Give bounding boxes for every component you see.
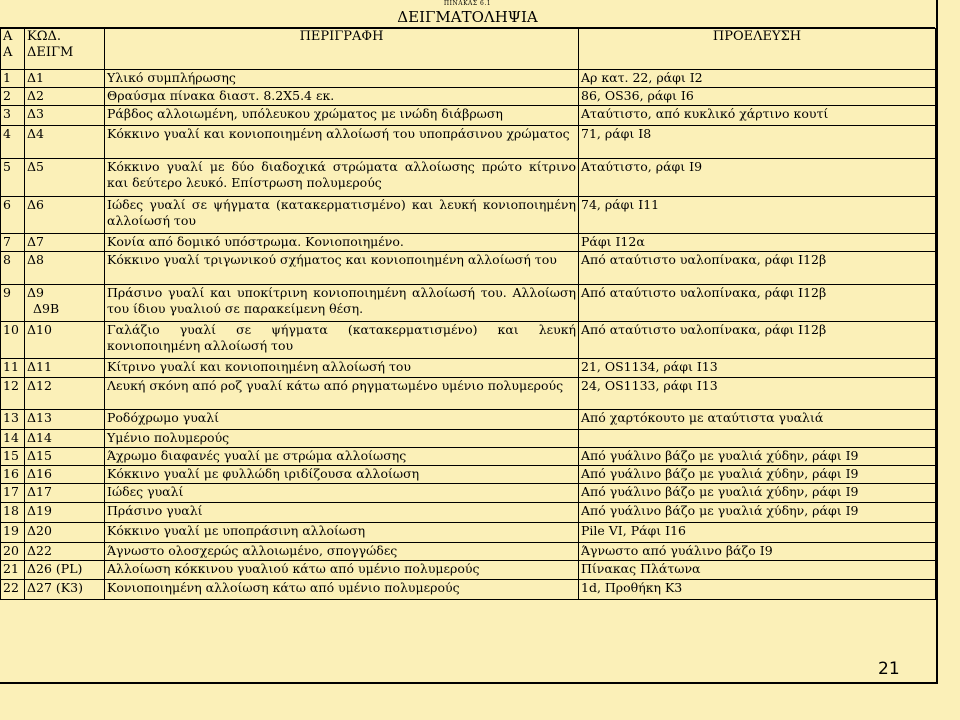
cell-description: Κόκκινο γυαλί με υποπράσινη αλλοίωση (105, 523, 579, 543)
table-row (1, 484, 936, 503)
cell-description: Άχρωμο διαφανές γυαλί με στρώμα αλλοίωσης (105, 448, 579, 466)
cell-description: Ροδόχρωμο γυαλί (105, 410, 579, 430)
cell-code (25, 410, 105, 430)
cell-aa: 18 (1, 503, 25, 523)
table-title-box (0, 0, 935, 28)
table-row (1, 159, 936, 197)
page-number: 21 (878, 659, 900, 679)
table-row (1, 430, 936, 448)
cell-code-text: Δ26 (PL) (27, 561, 83, 576)
cell-origin: Από γυάλινο βάζο με γυαλιά χύδην, ράφι Ι9 (579, 484, 936, 503)
cell-code-text: Δ7 (27, 234, 44, 249)
cell-origin: 1d, Προθήκη Κ3 (579, 580, 936, 600)
col-aa-header: Α Α (1, 29, 25, 70)
table-row (1, 285, 936, 322)
cell-description: Ιώδες γυαλί (105, 484, 579, 503)
cell-description: Πράσινο γυαλί (105, 503, 579, 523)
cell-code-text: Δ15 (27, 448, 52, 463)
cell-aa: 17 (1, 484, 25, 503)
cell-origin: Πίνακας Πλάτωνα (579, 561, 936, 580)
cell-code (25, 159, 105, 197)
table-label: ΠΙΝΑΚΑΣ 6.1 (443, 0, 492, 7)
cell-origin: Από αταύτιστο υαλοπίνακα, ράφι Ι12β (579, 322, 936, 359)
cell-description: Γαλάζιο γυαλί σε ψήγματα (κατακερματισμένο) και λευκή κονιοποιημένη αλλοίωσή του (105, 322, 579, 359)
cell-description: Άγνωστο ολοσχερώς αλλοιωμένο, σπογγώδες (105, 543, 579, 561)
cell-aa: 19 (1, 523, 25, 543)
cell-origin: Από γυάλινο βάζο με γυαλιά χύδην, ράφι Ι9 (579, 503, 936, 523)
cell-aa: 11 (1, 359, 25, 378)
sheet-right-border (936, 0, 938, 684)
cell-code (25, 448, 105, 466)
cell-description: Θραύσμα πίνακα διαστ. 8.2Χ5.4 εκ. (105, 88, 579, 106)
cell-origin: Αρ κατ. 22, ράφι Ι2 (579, 70, 936, 88)
cell-aa: 3 (1, 106, 25, 126)
cell-code-text: Δ1 (27, 70, 44, 85)
table-row (1, 523, 936, 543)
cell-origin: Από αταύτιστο υαλοπίνακα, ράφι Ι12β (579, 285, 936, 322)
cell-code-text: Δ19 (27, 503, 52, 518)
cell-aa: 15 (1, 448, 25, 466)
cell-origin: 21, OS1134, ράφι Ι13 (579, 359, 936, 378)
cell-aa: 4 (1, 126, 25, 159)
cell-code-text: Δ17 (27, 484, 52, 499)
cell-code (25, 126, 105, 159)
cell-code (25, 378, 105, 410)
table-heading: ΔΕΙΓΜΑΤΟΛΗΨΙΑ (397, 8, 538, 26)
sampling-table (0, 28, 936, 600)
cell-origin: 74, ράφι Ι11 (579, 197, 936, 234)
table-header-row (1, 29, 936, 70)
cell-aa: 21 (1, 561, 25, 580)
cell-description: Κίτρινο γυαλί και κονιοποιημένη αλλοίωσή του (105, 359, 579, 378)
cell-code-text: Δ16 (27, 466, 52, 481)
cell-code-text: Δ8 (27, 252, 44, 267)
table-row (1, 88, 936, 106)
cell-code-text: Δ20 (27, 523, 52, 538)
cell-code (25, 523, 105, 543)
cell-code (25, 70, 105, 88)
table-row (1, 580, 936, 600)
table-row (1, 197, 936, 234)
cell-code-text: Δ14 (27, 430, 52, 445)
cell-code (25, 484, 105, 503)
cell-code-text: Δ10 (27, 322, 52, 337)
cell-aa: 1 (1, 70, 25, 88)
cell-code (25, 503, 105, 523)
table-row (1, 378, 936, 410)
cell-code (25, 466, 105, 484)
cell-aa: 20 (1, 543, 25, 561)
cell-origin: Αταύτιστο, ράφι Ι9 (579, 159, 936, 197)
col-origin-header: ΠΡΟΕΛΕΥΣΗ (579, 29, 936, 70)
cell-aa: 12 (1, 378, 25, 410)
cell-code (25, 197, 105, 234)
cell-code-text: Δ27 (Κ3) (27, 580, 83, 595)
cell-code-text: Δ2 (27, 88, 44, 103)
cell-aa: 7 (1, 234, 25, 252)
cell-aa: 5 (1, 159, 25, 197)
cell-aa: 10 (1, 322, 25, 359)
cell-code-text: Δ13 (27, 410, 52, 425)
cell-aa: 8 (1, 252, 25, 285)
cell-origin: 86, OS36, ράφι Ι6 (579, 88, 936, 106)
cell-description: Αλλοίωση κόκκινου γυαλιού κάτω από υμένιο πολυμερούς (105, 561, 579, 580)
cell-origin: Pile VI, Ράφι Ι16 (579, 523, 936, 543)
cell-origin: Ράφι Ι12α (579, 234, 936, 252)
cell-origin: Αταύτιστο, από κυκλικό χάρτινο κουτί (579, 106, 936, 126)
cell-description: Πράσινο γυαλί και υποκίτρινη κονιοποιημένη αλλοίωσή του. Αλλοίωση του ίδιου γυαλιού σε παρακείμενη θέση. (105, 285, 579, 322)
table-row (1, 234, 936, 252)
cell-aa: 22 (1, 580, 25, 600)
cell-code-text: Δ11 (27, 359, 52, 374)
table-row (1, 410, 936, 430)
cell-code (25, 106, 105, 126)
cell-code (25, 88, 105, 106)
cell-origin: Από γυάλινο βάζο με γυαλιά χύδην, ράφι Ι9 (579, 466, 936, 484)
cell-aa: 9 (1, 285, 25, 322)
cell-code-text: Δ5 (27, 159, 44, 174)
cell-aa: 2 (1, 88, 25, 106)
cell-code (25, 430, 105, 448)
cell-description: Κόκκινο γυαλί και κονιοποιημένη αλλοίωσή του υποπράσινου χρώματος (105, 126, 579, 159)
cell-code (25, 285, 105, 322)
table-body (1, 70, 936, 600)
table-row (1, 543, 936, 561)
table-row (1, 106, 936, 126)
cell-code (25, 543, 105, 561)
table-row (1, 322, 936, 359)
cell-code (25, 322, 105, 359)
cell-code-text: Δ9 (27, 285, 44, 300)
cell-code-text: Δ6 (27, 197, 44, 212)
cell-code-secondary: Δ9Β (33, 301, 60, 316)
table-row (1, 70, 936, 88)
cell-code-text: Δ12 (27, 378, 52, 393)
cell-origin: Άγνωστο από γυάλινο βάζο Ι9 (579, 543, 936, 561)
cell-description: Ιώδες γυαλί σε ψήγματα (κατακερματισμένο) και λευκή κονιοποιημένη αλλοίωσή του (105, 197, 579, 234)
cell-code (25, 359, 105, 378)
cell-description: Ράβδος αλλοιωμένη, υπόλευκου χρώματος με ινώδη διάβρωση (105, 106, 579, 126)
cell-code-text: Δ3 (27, 106, 44, 121)
cell-origin (579, 430, 936, 448)
table-row (1, 252, 936, 285)
cell-code (25, 252, 105, 285)
cell-description: Κόκκινο γυαλί με δύο διαδοχικά στρώματα αλλοίωσης πρώτο κίτρινο και δεύτερο λευκό. Επίστρωση πολυμερούς (105, 159, 579, 197)
cell-description: Υμένιο πολυμερούς (105, 430, 579, 448)
cell-code-text: Δ4 (27, 126, 44, 141)
table-row (1, 126, 936, 159)
cell-code-text: Δ22 (27, 543, 52, 558)
sheet-bottom-border (0, 682, 938, 684)
cell-description: Κόκκινο γυαλί με φυλλώδη ιριδίζουσα αλλοίωση (105, 466, 579, 484)
cell-description: Κονιοποιημένη αλλοίωση κάτω από υμένιο πολυμερούς (105, 580, 579, 600)
cell-description: Υλικό συμπλήρωσης (105, 70, 579, 88)
cell-description: Κονία από δομικό υπόστρωμα. Κονιοποιημένο. (105, 234, 579, 252)
table-row (1, 359, 936, 378)
cell-description: Λευκή σκόνη από ροζ γυαλί κάτω από ρηγματωμένο υμένιο πολυμερούς (105, 378, 579, 410)
table-row (1, 503, 936, 523)
col-code-header: ΚΩΔ. ΔΕΙΓΜ (25, 29, 105, 70)
cell-origin: 24, OS1133, ράφι Ι13 (579, 378, 936, 410)
table-row (1, 466, 936, 484)
cell-aa: 13 (1, 410, 25, 430)
col-description-header: ΠΕΡΙΓΡΑΦΗ (105, 29, 579, 70)
table-row (1, 448, 936, 466)
cell-code (25, 234, 105, 252)
cell-description: Κόκκινο γυαλί τριγωνικού σχήματος και κονιοποιημένη αλλοίωσή του (105, 252, 579, 285)
cell-origin: Από χαρτόκουτο με αταύτιστα γυαλιά (579, 410, 936, 430)
cell-aa: 6 (1, 197, 25, 234)
table-row (1, 561, 936, 580)
cell-code (25, 561, 105, 580)
cell-origin: Από αταύτιστο υαλοπίνακα, ράφι Ι12β (579, 252, 936, 285)
cell-origin: Από γυάλινο βάζο με γυαλιά χύδην, ράφι Ι9 (579, 448, 936, 466)
cell-aa: 16 (1, 466, 25, 484)
cell-origin: 71, ράφι Ι8 (579, 126, 936, 159)
cell-code (25, 580, 105, 600)
cell-aa: 14 (1, 430, 25, 448)
